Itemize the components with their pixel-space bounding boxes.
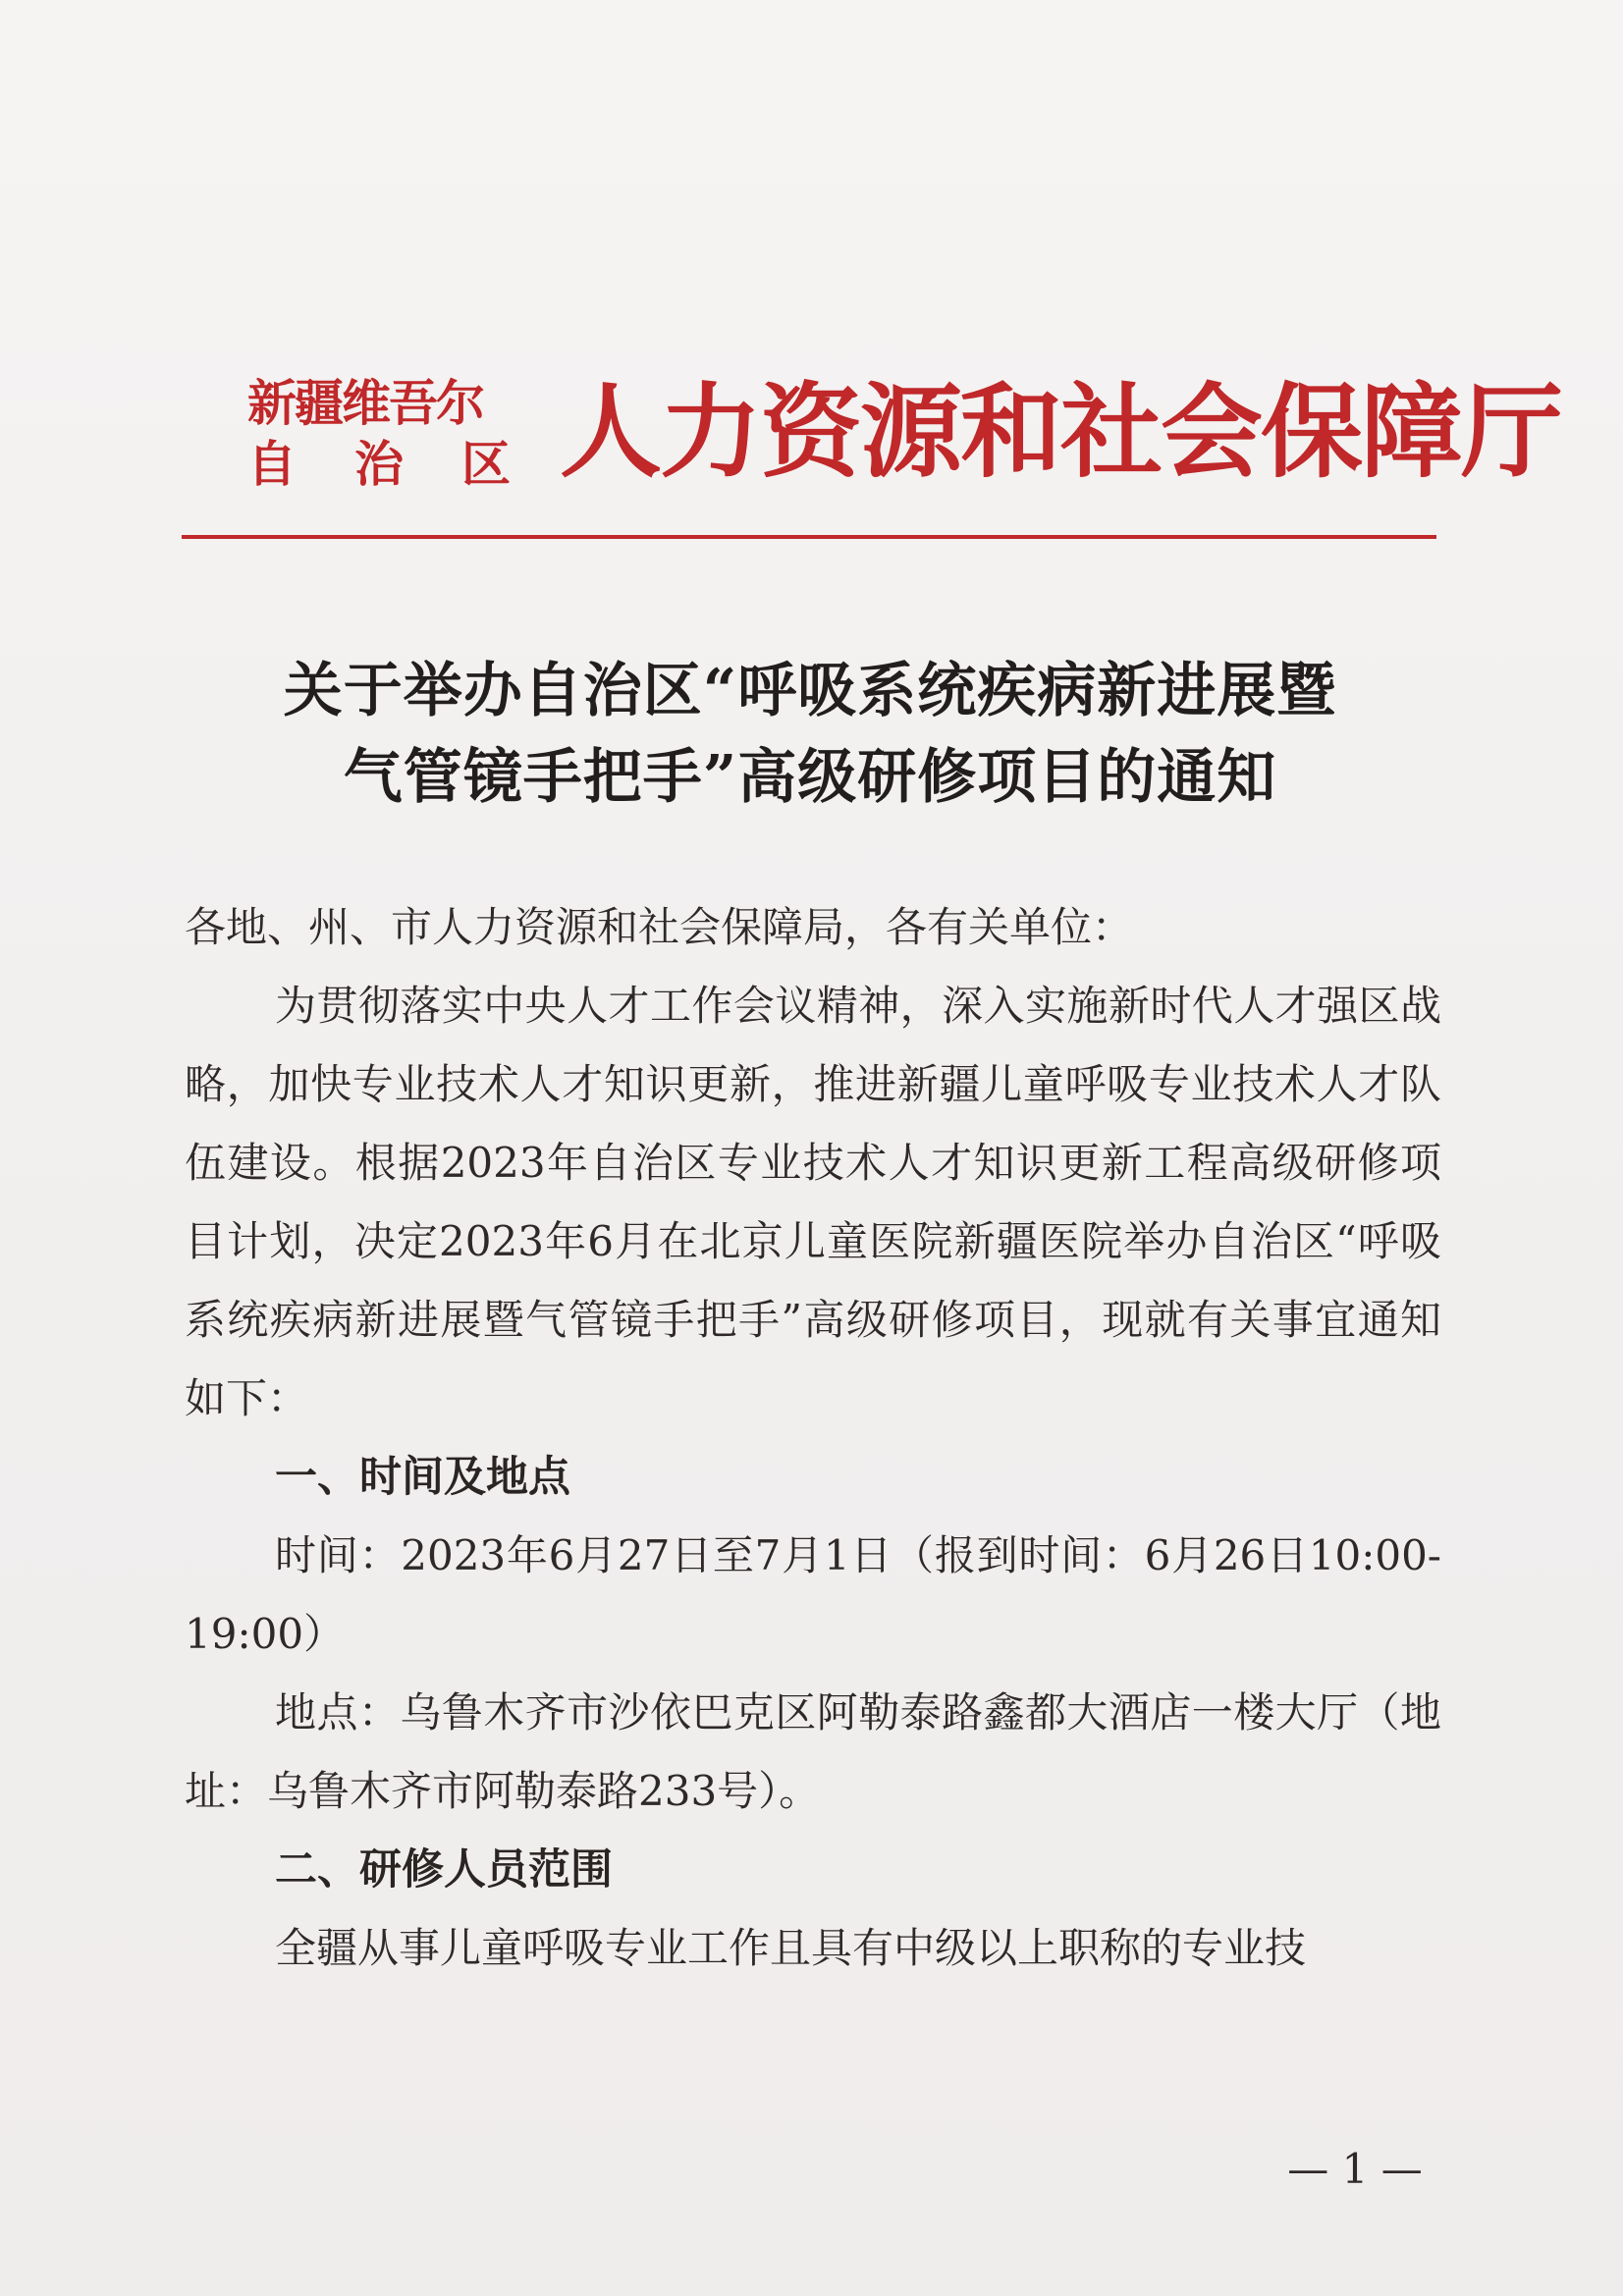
document-body: [185, 888, 1441, 1988]
issuer-department: 人力资源和社会保障厅: [560, 372, 1562, 492]
salutation: 各地、州、市人力资源和社会保障局，各有关单位：: [185, 903, 1134, 951]
issuer-region-char: 自: [247, 436, 297, 493]
section-heading-scope: 二、研修人员范围: [275, 1845, 613, 1895]
issuer-region-char: 区: [461, 436, 511, 493]
document-title-line1: 关于举办自治区“呼吸系统疾病新进展暨: [283, 657, 1337, 725]
issuer-region-char: 治: [354, 436, 404, 493]
intro-paragraph: 为贯彻落实中央人才工作会议精神，深入实施新时代人才强区战略，加快专业技术人才知识更新，推进新疆儿童呼吸专业技术人才队伍建设。根据2023年自治区专业技术人才知识更新工程高级研修项目计划，决定2023年6月在北京儿童医院新疆医院举办自治区“呼吸系统疾病新进展暨气管镜手把手”高级研修项目，现就有关事宜通知如下：: [185, 982, 1441, 1422]
place-paragraph: 地点：乌鲁木齐市沙依巴克区阿勒泰路鑫都大酒店一楼大厅（地址：乌鲁木齐市阿勒泰路233号）。: [185, 1688, 1441, 1815]
letterhead-divider: [182, 535, 1436, 539]
letterhead: [247, 372, 1562, 501]
issuer-region: [247, 373, 542, 495]
document-title: [177, 648, 1443, 821]
issuer-region-line1: 新疆维吾尔: [247, 375, 483, 432]
section-heading-time-place: 一、时间及地点: [275, 1453, 570, 1502]
document-title-line2: 气管镜手把手”高级研修项目的通知: [343, 743, 1277, 812]
page-number: — 1 —: [1287, 2145, 1423, 2193]
issuer-region-line2: [247, 434, 511, 495]
scope-paragraph: 全疆从事儿童呼吸专业工作且具有中级以上职称的专业技: [275, 1924, 1307, 1972]
time-paragraph: 时间：2023年6月27日至7月1日（报到时间：6月26日10:00-19:00）: [185, 1531, 1441, 1658]
